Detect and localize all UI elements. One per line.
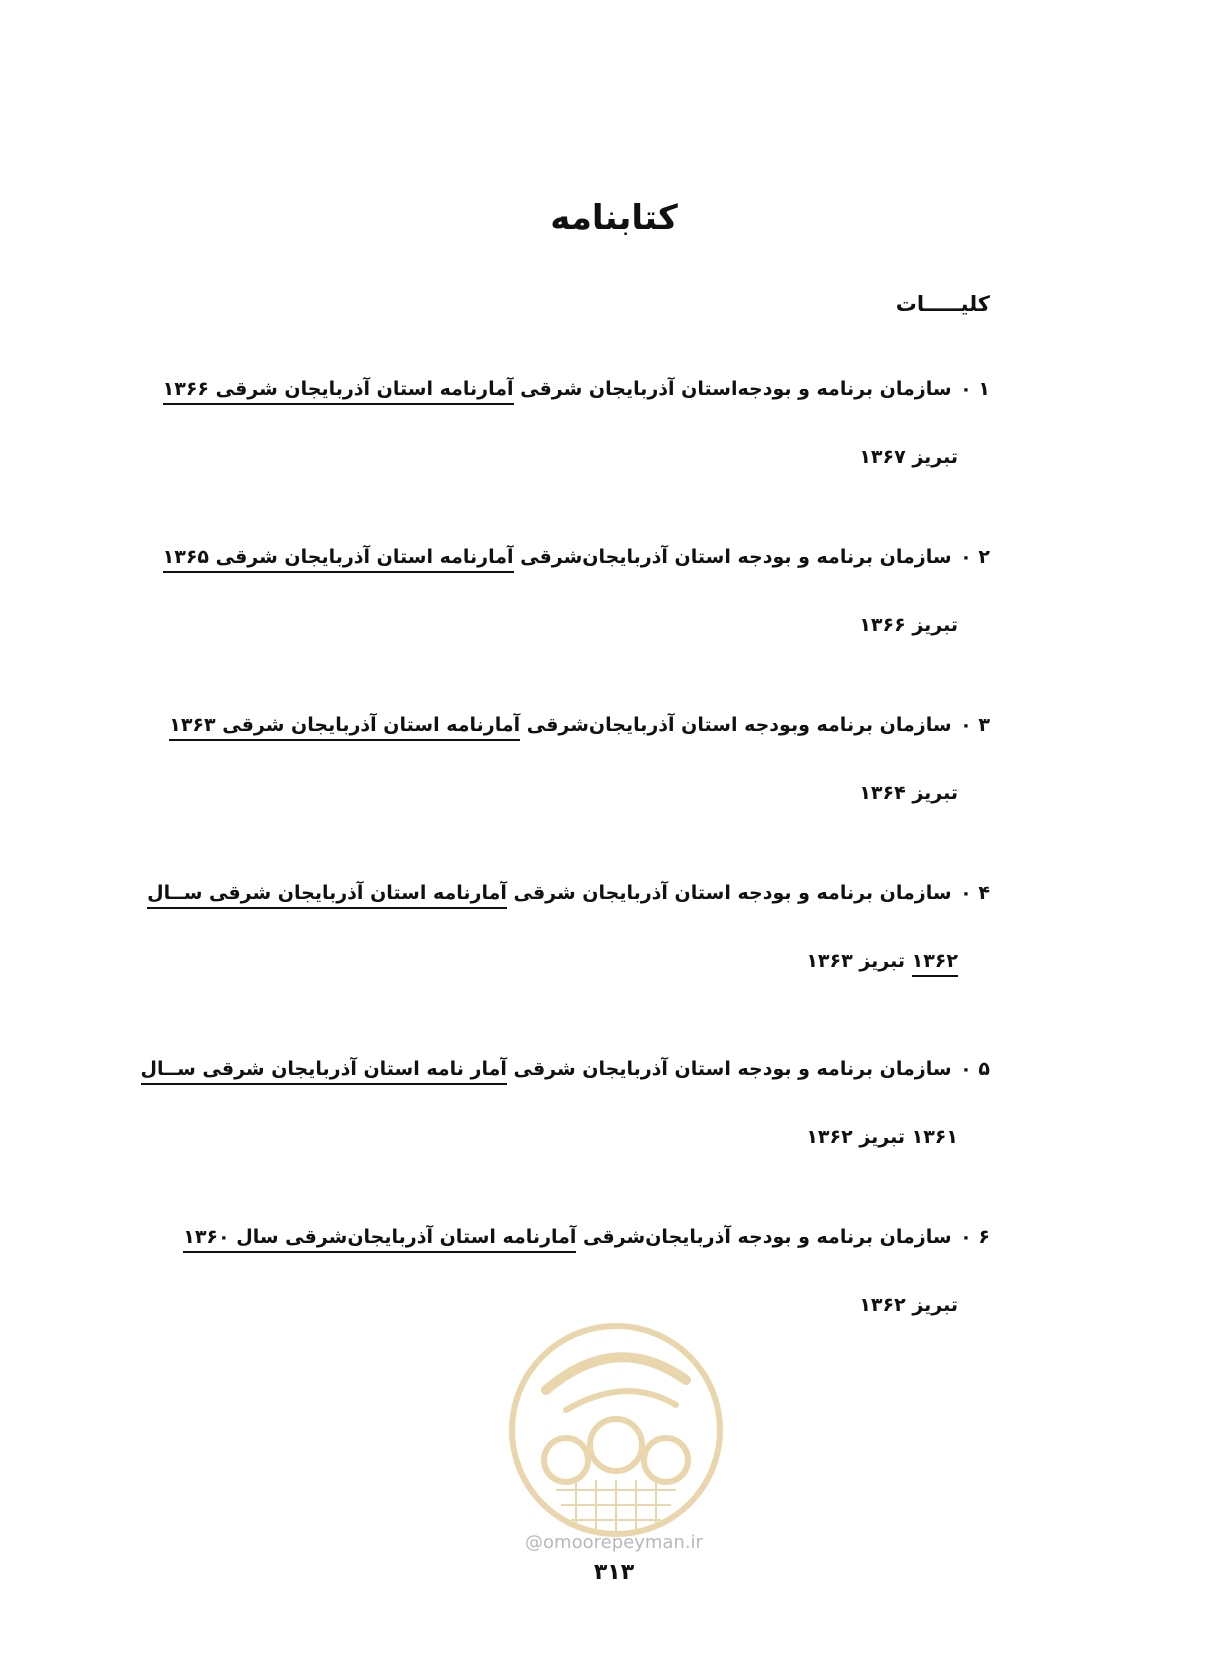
entry-number: ۱ ۰ <box>960 378 990 400</box>
entry-title: آمارنامه استان آذربایجان شرقی ســال <box>147 882 507 909</box>
entry-imprint: ۱۳۶۱ تبریز ۱۳۶۲ <box>806 1126 958 1148</box>
entry-title: آمارنامه استان آذربایجان شرقی ۱۳۶۳ <box>169 714 520 741</box>
entry-imprint: تبریز ۱۳۶۴ <box>859 782 958 804</box>
entry-line <box>169 714 990 736</box>
section-heading: کلیـــــات <box>895 292 990 316</box>
page-number: ۳۱۳ <box>593 1560 635 1585</box>
entry-title: آمارنامه استان آذربایجان شرقی ۱۳۶۶ <box>163 378 514 405</box>
entry-imprint-year: ۱۳۶۲ <box>912 950 958 977</box>
entry-line <box>140 1058 990 1080</box>
entry-author: سازمان برنامه وبودجه استان آذربایجان‌شرقی <box>526 714 952 736</box>
entry-imprint-place: تبریز ۱۳۶۳ <box>806 950 905 972</box>
bibliography-entry <box>162 378 990 468</box>
page-title: کتابنامه <box>550 198 678 238</box>
bibliography-entry <box>162 546 990 636</box>
entry-title: آمار نامه استان آذربایجان شرقی ســال <box>141 1058 507 1085</box>
entry-number: ۴ ۰ <box>960 882 990 904</box>
entry-line <box>183 1226 990 1248</box>
entry-imprint: تبریز ۱۳۶۲ <box>859 1294 958 1316</box>
bibliography-entry <box>140 1058 990 1148</box>
entry-number: ۵ ۰ <box>960 1058 990 1080</box>
entry-author: سازمان برنامه و بودجه استان آذربایجان شرقی <box>513 882 952 904</box>
entry-number: ۶ ۰ <box>960 1226 990 1248</box>
entry-imprint <box>200 950 958 972</box>
bibliography-entry <box>147 882 990 972</box>
entry-line <box>147 882 990 904</box>
entry-imprint: تبریز ۱۳۶۶ <box>859 614 958 636</box>
entry-imprint: تبریز ۱۳۶۷ <box>859 446 958 468</box>
entry-author: سازمان برنامه و بودجه استان آذربایجان شرقی <box>513 1058 952 1080</box>
entry-title: آمارنامه استان آذربایجان‌شرقی سال ۱۳۶۰ <box>183 1226 576 1253</box>
watermark-site-label: @omoorepeyman.ir <box>525 1532 703 1553</box>
entry-number: ۲ ۰ <box>960 546 990 568</box>
entry-author: سازمان برنامه و بودجه استان آذربایجان‌شرقی <box>520 546 952 568</box>
bibliography-entry <box>183 1226 990 1316</box>
entry-line <box>162 378 990 400</box>
entry-line <box>162 546 990 568</box>
entry-author: سازمان برنامه و بودجه‌استان آذربایجان شرقی <box>520 378 952 400</box>
watermark-seal-icon <box>506 1320 726 1540</box>
entry-author: سازمان برنامه و بودجه آذربایجان‌شرقی <box>583 1226 952 1248</box>
entry-title: آمارنامه استان آذربایجان شرقی ۱۳۶۵ <box>163 546 514 573</box>
bibliography-entry <box>169 714 990 804</box>
entry-number: ۳ ۰ <box>960 714 990 736</box>
